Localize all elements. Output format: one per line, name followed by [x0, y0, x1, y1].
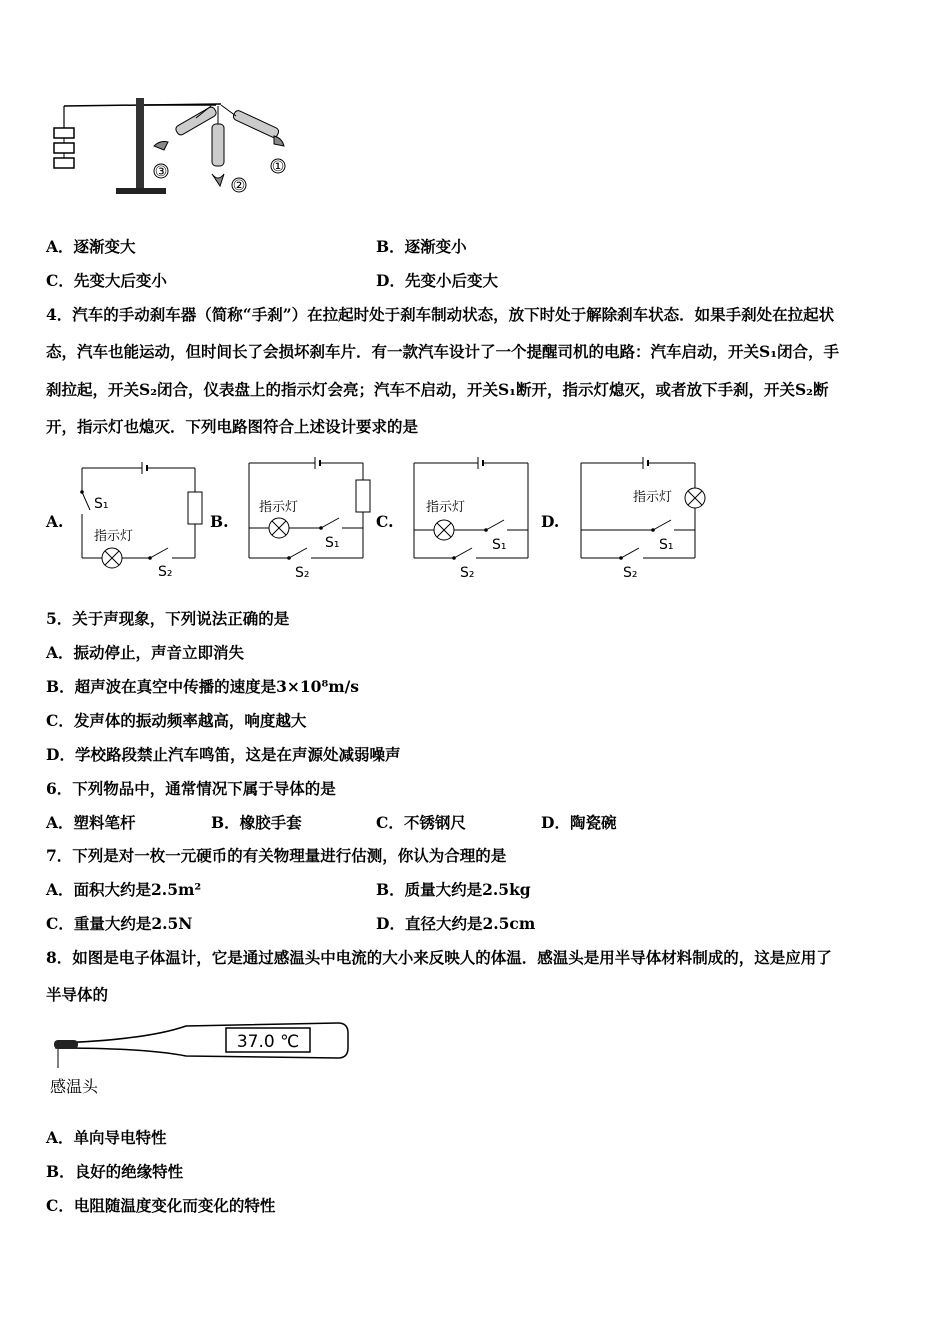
circuit-b	[245, 455, 375, 579]
q3-option-b[interactable]: B．逐渐变小	[376, 237, 467, 256]
q8-stem-line-2: 半导体的	[46, 985, 109, 1004]
q6-option-c[interactable]: C．不锈钢尺	[376, 813, 466, 832]
circuit-a-s1: S₁	[94, 496, 109, 512]
marker-1: ①	[271, 159, 285, 175]
circuit-label-b[interactable]: B.	[210, 512, 229, 531]
lever-figure	[46, 96, 306, 202]
probe-label: 感温头	[50, 1077, 99, 1096]
q7-option-b[interactable]: B．质量大约是2.5kg	[376, 880, 531, 899]
q8-option-a[interactable]: A．单向导电特性	[46, 1128, 167, 1147]
q6-option-b[interactable]: B．橡胶手套	[211, 813, 302, 832]
q3-option-c[interactable]: C．先变大后变小	[46, 271, 167, 290]
q7-option-d[interactable]: D．直径大约是2.5cm	[376, 914, 536, 933]
q7-option-c[interactable]: C．重量大约是2.5N	[46, 914, 193, 933]
circuit-b-s2: S₂	[295, 565, 310, 581]
circuit-label-c[interactable]: C.	[376, 512, 394, 531]
q4-stem-line-3: 刹拉起，开关S₂闭合，仪表盘上的指示灯会亮；汽车不启动，开关S₁断开，指示灯熄灭，或者放下手刹，开关S₂断	[46, 380, 829, 399]
circuit-d	[577, 455, 707, 579]
q8-option-c[interactable]: C．电阻随温度变化而变化的特性	[46, 1196, 276, 1215]
q6-option-a[interactable]: A．塑料笔杆	[46, 813, 136, 832]
circuit-a-lamp-label: 指示灯	[94, 529, 134, 544]
thermometer-figure	[46, 1018, 356, 1104]
circuit-b-s1: S₁	[325, 535, 340, 551]
circuit-d-s2: S₂	[623, 565, 638, 581]
circuit-d-lamp-label: 指示灯	[633, 490, 673, 505]
q4-stem-line-2: 态，汽车也能运动，但时间长了会损坏刹车片．有一款汽车设计了一个提醒司机的电路：汽车启动，开关S₁闭合，手	[46, 342, 839, 361]
marker-2: ②	[232, 178, 246, 194]
circuit-c-lamp-label: 指示灯	[426, 500, 466, 515]
q6-stem: 6．下列物品中，通常情况下属于导体的是	[46, 779, 336, 798]
marker-3: ③	[154, 164, 168, 180]
q3-option-d[interactable]: D．先变小后变大	[376, 271, 498, 290]
q8-option-b[interactable]: B．良好的绝缘特性	[46, 1162, 184, 1181]
q5-stem: 5．关于声现象，下列说法正确的是	[46, 609, 290, 628]
circuit-c-s2: S₂	[460, 565, 475, 581]
circuit-c	[410, 455, 540, 579]
q6-option-d[interactable]: D．陶瓷碗	[541, 813, 617, 832]
q5-option-b[interactable]: B．超声波在真空中传播的速度是3×10⁸m/s	[46, 677, 360, 696]
q7-option-a[interactable]: A．面积大约是2.5m²	[46, 880, 202, 899]
circuit-label-a[interactable]: A.	[46, 512, 64, 531]
q7-stem: 7．下列是对一枚一元硬币的有关物理量进行估测，你认为合理的是	[46, 846, 507, 865]
q4-stem-line-1: 4．汽车的手动刹车器（简称“手刹”）在拉起时处于刹车制动状态，放下时处于解除刹车状态．如果手刹处在拉起状	[46, 305, 835, 324]
circuit-a-s2: S₂	[158, 564, 173, 580]
q5-option-a[interactable]: A．振动停止，声音立即消失	[46, 643, 245, 662]
thermometer-display: 37.0 ℃	[236, 1032, 300, 1052]
circuit-b-lamp-label: 指示灯	[259, 500, 299, 515]
q8-stem-line-1: 8．如图是电子体温计，它是通过感温头中电流的大小来反映人的体温．感温头是用半导体材料制成的，这是应用了	[46, 948, 832, 967]
circuit-c-s1: S₁	[492, 537, 507, 553]
q4-stem-line-4: 开，指示灯也熄灭．下列电路图符合上述设计要求的是	[46, 417, 419, 436]
q5-option-c[interactable]: C．发声体的振动频率越高，响度越大	[46, 711, 307, 730]
circuit-a	[78, 460, 208, 582]
q5-option-d[interactable]: D．学校路段禁止汽车鸣笛，这是在声源处减弱噪声	[46, 745, 401, 764]
circuit-label-d[interactable]: D.	[541, 512, 560, 531]
circuit-d-s1: S₁	[659, 537, 674, 553]
q3-option-a[interactable]: A．逐渐变大	[46, 237, 136, 256]
